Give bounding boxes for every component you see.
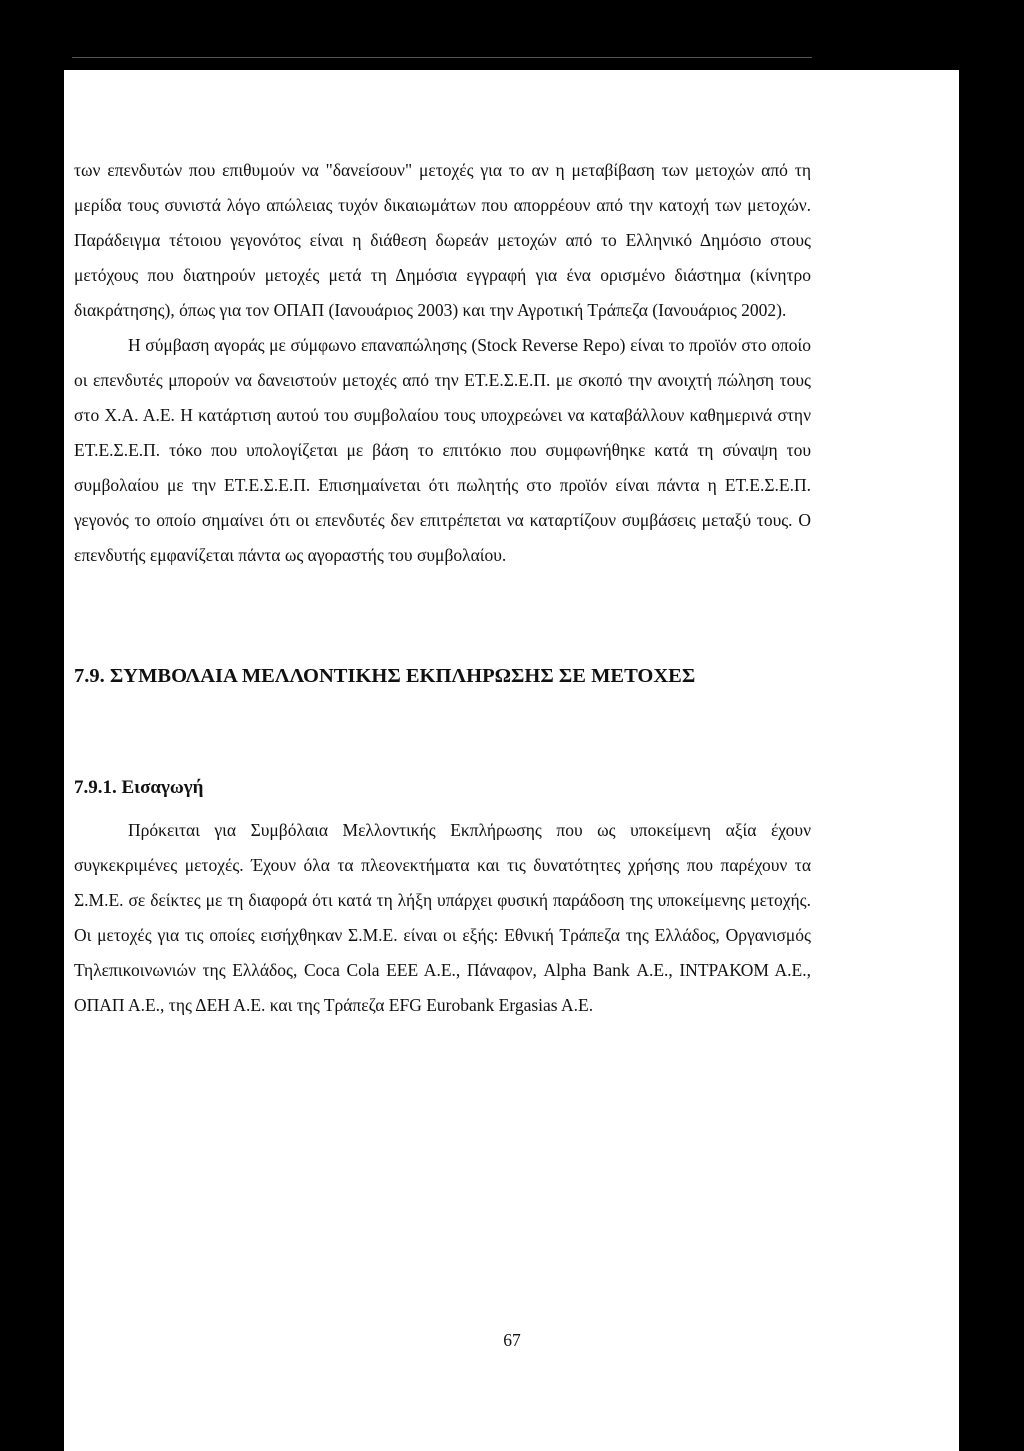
top-rule: [72, 57, 812, 58]
subsection-heading: 7.9.1. Εισαγωγή: [74, 777, 204, 798]
paragraph-share-lending: των επενδυτών που επιθυμούν να "δανείσουν" μετοχές για το αν η μεταβίβαση των μετοχών από τη μερίδα τους συνιστά λόγο απώλειας τυχόν δικαιωμάτων που απορρέουν από την κατοχή των μετοχών. Παράδειγμα τέτοιου γεγονότος είναι η διάθεση δωρεάν μετοχών από το Ελληνικό Δημόσιο στους μετόχους που διατηρούν μετοχές μετά τη Δημόσια εγγραφή για ένα ορισμένο διάστημα (κίνητρο διακράτησης), όπως για τον ΟΠΑΠ (Ιανουάριος 2003) και την Αγροτική Τράπεζα (Ιανουάριος 2002).: [74, 160, 811, 320]
paragraph-reverse-repo: Η σύμβαση αγοράς με σύμφωνο επαναπώλησης (Stock Reverse Repo) είναι το προϊόν στο οποίο οι επενδυτές μπορούν να δανειστούν μετοχές από την ΕΤ.Ε.Σ.Ε.Π. με σκοπό την ανοιχτή πώληση τους στο Χ.Α. Α.Ε. Η κατάρτιση αυτού του συμβολαίου τους υποχρεώνει να καταβάλλουν καθημερινά στην ΕΤ.Ε.Σ.Ε.Π. τόκο που υπολογίζεται με βάση το επιτόκιο που συμφωνήθηκε κατά τη σύναψη του συμβολαίου με την ΕΤ.Ε.Σ.Ε.Π. Επισημαίνεται ότι πωλητής στο προϊόν είναι πάντα η ΕΤ.Ε.Σ.Ε.Π. γεγονός το οποίο σημαίνει ότι οι επενδυτές δεν επιτρέπεται να καταρτίζουν συμβάσεις μεταξύ τους. Ο επενδυτής εμφανίζεται πάντα ως αγοραστής του συμβολαίου.: [74, 335, 811, 565]
document-body: [74, 153, 811, 1023]
paragraph-introduction: Πρόκειται για Συμβόλαια Μελλοντικής Εκπλήρωσης που ως υποκείμενη αξία έχουν συγκεκριμένες μετοχές. Έχουν όλα τα πλεονεκτήματα και τις δυνατότητες χρήσης που παρέχουν τα Σ.Μ.Ε. σε δείκτες με τη διαφορά ότι κατά τη λήξη υπάρχει φυσική παράδοση της υποκείμενης μετοχής. Οι μετοχές για τις οποίες εισήχθηκαν Σ.Μ.Ε. είναι οι εξής: Εθνική Τράπεζα της Ελλάδος, Οργανισμός Τηλεπικοινωνιών της Ελλάδος, Coca Cola ΕΕΕ Α.Ε., Πάναφον, Alpha Bank Α.Ε., ΙΝΤΡΑΚΟΜ Α.Ε., ΟΠΑΠ Α.Ε., της ΔΕΗ Α.Ε. και της Τράπεζα EFG Eurobank Ergasias A.E.: [74, 820, 811, 1015]
section-heading: 7.9. ΣΥΜΒΟΛΑΙΑ ΜΕΛΛΟΝΤΙΚΗΣ ΕΚΠΛΗΡΩΣΗΣ ΣΕ ΜΕΤΟΧΕΣ: [74, 665, 696, 687]
page-number: 67: [503, 1330, 521, 1350]
